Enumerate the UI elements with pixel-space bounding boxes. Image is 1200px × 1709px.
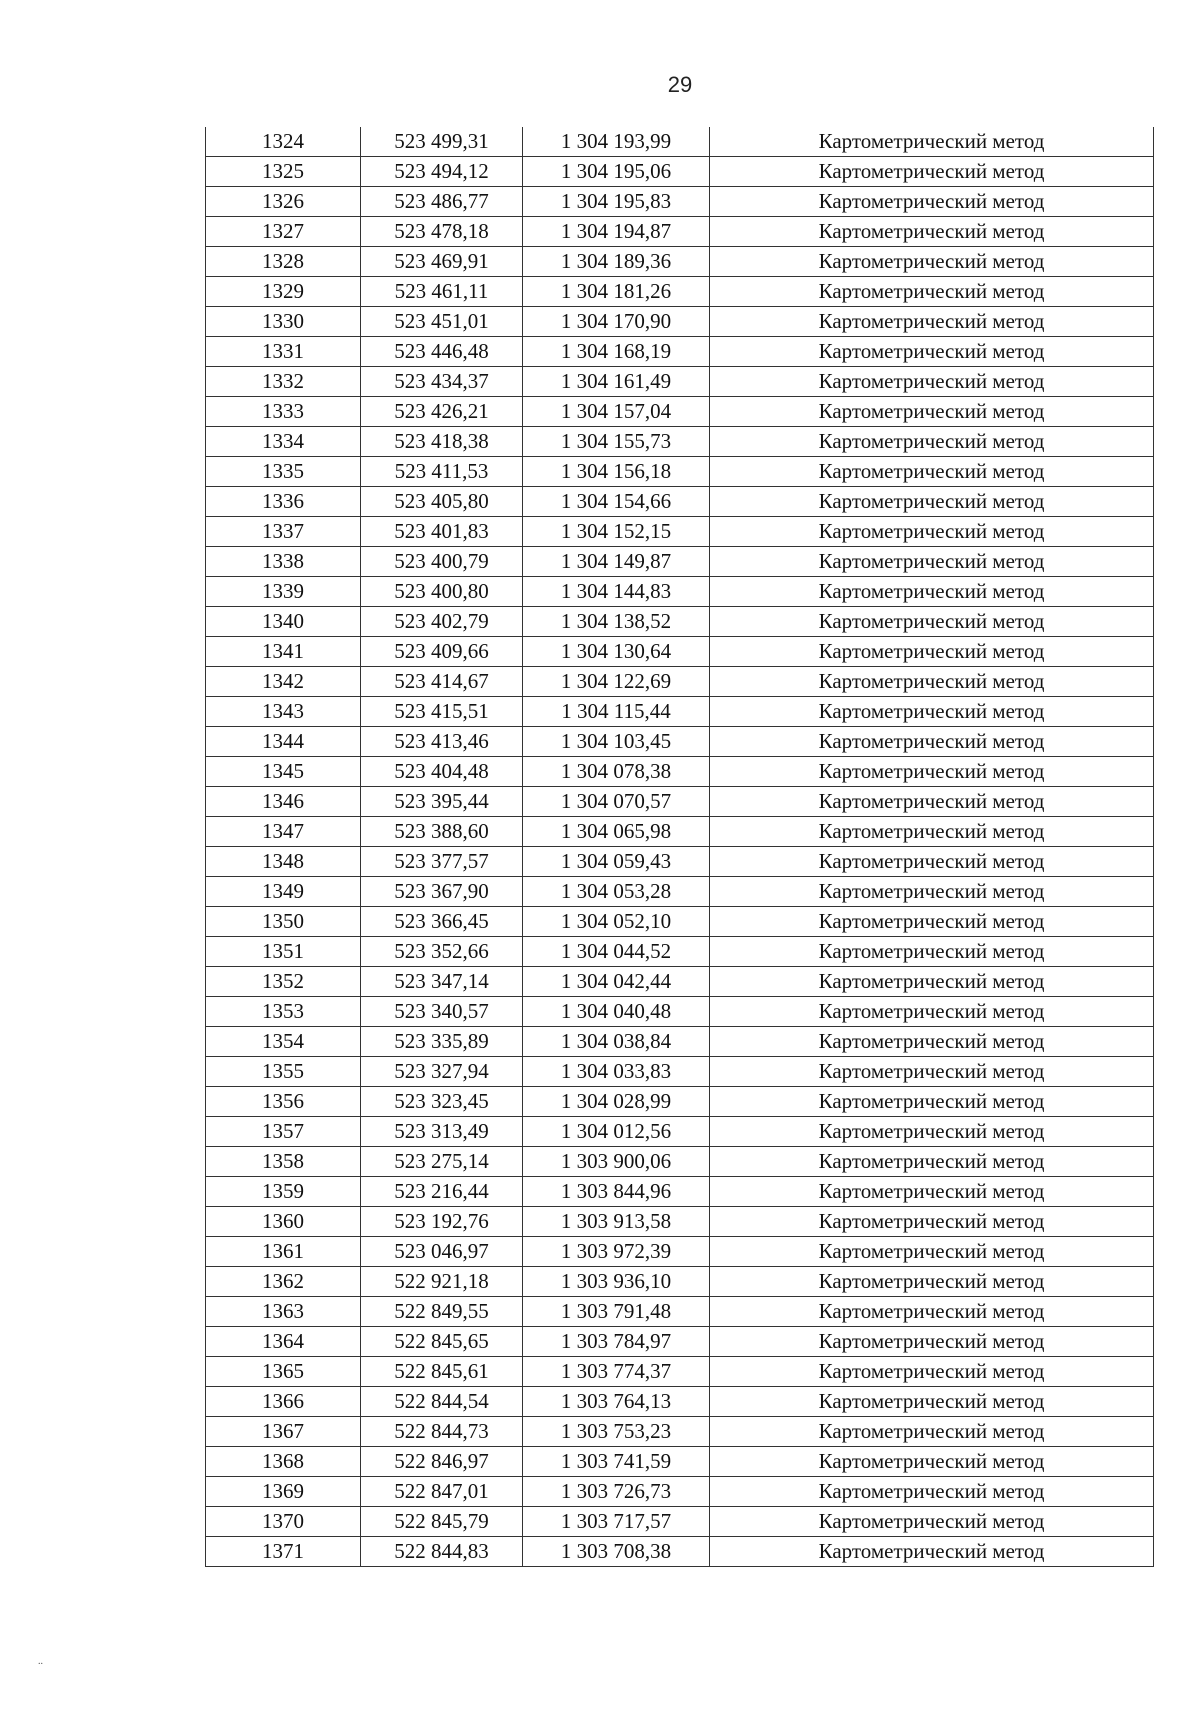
- method-cell: Картометрический метод: [710, 1237, 1154, 1267]
- coord-y-cell: 1 304 168,19: [523, 337, 710, 367]
- table-row: [206, 697, 1154, 727]
- coord-x-cell: 522 846,97: [361, 1447, 523, 1477]
- point-number-cell: 1353: [206, 997, 361, 1027]
- coord-x-cell: 523 434,37: [361, 367, 523, 397]
- point-number-cell: 1364: [206, 1327, 361, 1357]
- coord-x-cell: 522 847,01: [361, 1477, 523, 1507]
- table-row: [206, 1237, 1154, 1267]
- coord-y-cell: 1 303 936,10: [523, 1267, 710, 1297]
- coord-x-cell: 523 323,45: [361, 1087, 523, 1117]
- table-row: [206, 1297, 1154, 1327]
- coord-y-cell: 1 304 170,90: [523, 307, 710, 337]
- point-number-cell: 1338: [206, 547, 361, 577]
- table-row: [206, 667, 1154, 697]
- point-number-cell: 1339: [206, 577, 361, 607]
- table-row: [206, 547, 1154, 577]
- coord-x-cell: 522 845,61: [361, 1357, 523, 1387]
- coord-y-cell: 1 304 012,56: [523, 1117, 710, 1147]
- coord-y-cell: 1 304 161,49: [523, 367, 710, 397]
- table-row: [206, 1537, 1154, 1567]
- coord-y-cell: 1 304 052,10: [523, 907, 710, 937]
- coord-x-cell: 523 400,80: [361, 577, 523, 607]
- method-cell: Картометрический метод: [710, 127, 1154, 157]
- point-number-cell: 1329: [206, 277, 361, 307]
- method-cell: Картометрический метод: [710, 877, 1154, 907]
- method-cell: Картометрический метод: [710, 487, 1154, 517]
- method-cell: Картометрический метод: [710, 1417, 1154, 1447]
- method-cell: Картометрический метод: [710, 217, 1154, 247]
- coord-x-cell: 522 849,55: [361, 1297, 523, 1327]
- coord-y-cell: 1 303 972,39: [523, 1237, 710, 1267]
- point-number-cell: 1344: [206, 727, 361, 757]
- point-number-cell: 1355: [206, 1057, 361, 1087]
- coord-x-cell: 523 192,76: [361, 1207, 523, 1237]
- point-number-cell: 1363: [206, 1297, 361, 1327]
- coord-x-cell: 523 216,44: [361, 1177, 523, 1207]
- table-row: [206, 1117, 1154, 1147]
- method-cell: Картометрический метод: [710, 727, 1154, 757]
- coord-y-cell: 1 304 070,57: [523, 787, 710, 817]
- coord-y-cell: 1 304 038,84: [523, 1027, 710, 1057]
- coord-y-cell: 1 303 753,23: [523, 1417, 710, 1447]
- coord-x-cell: 523 418,38: [361, 427, 523, 457]
- method-cell: Картометрический метод: [710, 637, 1154, 667]
- table-row: [206, 607, 1154, 637]
- coordinates-table-body: [206, 127, 1154, 1567]
- coord-x-cell: 523 395,44: [361, 787, 523, 817]
- coord-y-cell: 1 304 195,83: [523, 187, 710, 217]
- table-row: [206, 1507, 1154, 1537]
- coord-y-cell: 1 304 157,04: [523, 397, 710, 427]
- table-row: [206, 157, 1154, 187]
- table-row: [206, 637, 1154, 667]
- table-row: [206, 457, 1154, 487]
- coord-y-cell: 1 303 913,58: [523, 1207, 710, 1237]
- table-row: [206, 427, 1154, 457]
- table-row: [206, 997, 1154, 1027]
- coord-y-cell: 1 304 065,98: [523, 817, 710, 847]
- coord-x-cell: 523 486,77: [361, 187, 523, 217]
- coord-x-cell: 523 388,60: [361, 817, 523, 847]
- table-row: [206, 1357, 1154, 1387]
- coord-y-cell: 1 304 130,64: [523, 637, 710, 667]
- point-number-cell: 1335: [206, 457, 361, 487]
- coord-x-cell: 522 845,65: [361, 1327, 523, 1357]
- coord-x-cell: 523 400,79: [361, 547, 523, 577]
- coord-y-cell: 1 304 189,36: [523, 247, 710, 277]
- point-number-cell: 1362: [206, 1267, 361, 1297]
- table-row: [206, 757, 1154, 787]
- table-row: [206, 727, 1154, 757]
- table-row: [206, 1387, 1154, 1417]
- table-row: [206, 127, 1154, 157]
- method-cell: Картометрический метод: [710, 1117, 1154, 1147]
- coord-y-cell: 1 303 791,48: [523, 1297, 710, 1327]
- coord-y-cell: 1 304 078,38: [523, 757, 710, 787]
- coord-x-cell: 523 046,97: [361, 1237, 523, 1267]
- coord-y-cell: 1 304 103,45: [523, 727, 710, 757]
- method-cell: Картометрический метод: [710, 247, 1154, 277]
- table-row: [206, 277, 1154, 307]
- method-cell: Картометрический метод: [710, 517, 1154, 547]
- point-number-cell: 1356: [206, 1087, 361, 1117]
- coord-y-cell: 1 304 053,28: [523, 877, 710, 907]
- table-row: [206, 787, 1154, 817]
- point-number-cell: 1325: [206, 157, 361, 187]
- coord-y-cell: 1 304 115,44: [523, 697, 710, 727]
- point-number-cell: 1366: [206, 1387, 361, 1417]
- coord-y-cell: 1 304 033,83: [523, 1057, 710, 1087]
- coord-y-cell: 1 304 193,99: [523, 127, 710, 157]
- point-number-cell: 1337: [206, 517, 361, 547]
- point-number-cell: 1359: [206, 1177, 361, 1207]
- method-cell: Картометрический метод: [710, 907, 1154, 937]
- table-row: [206, 967, 1154, 997]
- coord-x-cell: 522 921,18: [361, 1267, 523, 1297]
- table-row: [206, 1147, 1154, 1177]
- point-number-cell: 1328: [206, 247, 361, 277]
- coord-y-cell: 1 304 149,87: [523, 547, 710, 577]
- coord-x-cell: 523 347,14: [361, 967, 523, 997]
- coord-x-cell: 523 415,51: [361, 697, 523, 727]
- point-number-cell: 1351: [206, 937, 361, 967]
- point-number-cell: 1347: [206, 817, 361, 847]
- point-number-cell: 1360: [206, 1207, 361, 1237]
- coord-y-cell: 1 304 144,83: [523, 577, 710, 607]
- coord-x-cell: 523 478,18: [361, 217, 523, 247]
- method-cell: Картометрический метод: [710, 547, 1154, 577]
- coord-x-cell: 523 366,45: [361, 907, 523, 937]
- coord-x-cell: 523 340,57: [361, 997, 523, 1027]
- method-cell: Картометрический метод: [710, 1357, 1154, 1387]
- table-row: [206, 1207, 1154, 1237]
- method-cell: Картометрический метод: [710, 457, 1154, 487]
- table-row: [206, 1417, 1154, 1447]
- table-row: [206, 1477, 1154, 1507]
- point-number-cell: 1341: [206, 637, 361, 667]
- method-cell: Картометрический метод: [710, 277, 1154, 307]
- method-cell: Картометрический метод: [710, 1027, 1154, 1057]
- method-cell: Картометрический метод: [710, 1207, 1154, 1237]
- point-number-cell: 1324: [206, 127, 361, 157]
- table-row: [206, 1327, 1154, 1357]
- method-cell: Картометрический метод: [710, 337, 1154, 367]
- method-cell: Картометрический метод: [710, 697, 1154, 727]
- method-cell: Картометрический метод: [710, 1147, 1154, 1177]
- coord-y-cell: 1 304 028,99: [523, 1087, 710, 1117]
- coord-x-cell: 522 845,79: [361, 1507, 523, 1537]
- point-number-cell: 1348: [206, 847, 361, 877]
- coord-x-cell: 523 411,53: [361, 457, 523, 487]
- method-cell: Картометрический метод: [710, 757, 1154, 787]
- method-cell: Картометрический метод: [710, 967, 1154, 997]
- coord-y-cell: 1 303 708,38: [523, 1537, 710, 1567]
- coord-x-cell: 523 461,11: [361, 277, 523, 307]
- point-number-cell: 1354: [206, 1027, 361, 1057]
- point-number-cell: 1361: [206, 1237, 361, 1267]
- method-cell: Картометрический метод: [710, 1297, 1154, 1327]
- table-row: [206, 877, 1154, 907]
- table-row: [206, 1027, 1154, 1057]
- coord-y-cell: 1 304 059,43: [523, 847, 710, 877]
- method-cell: Картометрический метод: [710, 367, 1154, 397]
- method-cell: Картометрический метод: [710, 817, 1154, 847]
- coord-y-cell: 1 304 042,44: [523, 967, 710, 997]
- method-cell: Картометрический метод: [710, 307, 1154, 337]
- coord-y-cell: 1 303 784,97: [523, 1327, 710, 1357]
- coord-y-cell: 1 304 122,69: [523, 667, 710, 697]
- coord-y-cell: 1 304 155,73: [523, 427, 710, 457]
- method-cell: Картометрический метод: [710, 607, 1154, 637]
- point-number-cell: 1349: [206, 877, 361, 907]
- coord-x-cell: 523 409,66: [361, 637, 523, 667]
- coord-x-cell: 523 313,49: [361, 1117, 523, 1147]
- table-row: [206, 367, 1154, 397]
- method-cell: Картометрический метод: [710, 1447, 1154, 1477]
- coord-x-cell: 522 844,54: [361, 1387, 523, 1417]
- table-row: [206, 1087, 1154, 1117]
- coord-y-cell: 1 304 195,06: [523, 157, 710, 187]
- method-cell: Картометрический метод: [710, 1057, 1154, 1087]
- point-number-cell: 1326: [206, 187, 361, 217]
- coord-y-cell: 1 303 774,37: [523, 1357, 710, 1387]
- point-number-cell: 1342: [206, 667, 361, 697]
- coord-y-cell: 1 304 040,48: [523, 997, 710, 1027]
- point-number-cell: 1371: [206, 1537, 361, 1567]
- point-number-cell: 1365: [206, 1357, 361, 1387]
- point-number-cell: 1368: [206, 1447, 361, 1477]
- coord-x-cell: 523 426,21: [361, 397, 523, 427]
- method-cell: Картометрический метод: [710, 397, 1154, 427]
- method-cell: Картометрический метод: [710, 937, 1154, 967]
- point-number-cell: 1340: [206, 607, 361, 637]
- coord-x-cell: 523 404,48: [361, 757, 523, 787]
- method-cell: Картометрический метод: [710, 577, 1154, 607]
- coord-y-cell: 1 303 717,57: [523, 1507, 710, 1537]
- method-cell: Картометрический метод: [710, 1537, 1154, 1567]
- method-cell: Картометрический метод: [710, 1087, 1154, 1117]
- coord-x-cell: 523 327,94: [361, 1057, 523, 1087]
- coord-x-cell: 523 367,90: [361, 877, 523, 907]
- table-row: [206, 187, 1154, 217]
- table-row: [206, 577, 1154, 607]
- table-row: [206, 337, 1154, 367]
- coord-y-cell: 1 304 181,26: [523, 277, 710, 307]
- coord-y-cell: 1 304 152,15: [523, 517, 710, 547]
- coord-y-cell: 1 303 764,13: [523, 1387, 710, 1417]
- coord-x-cell: 522 844,83: [361, 1537, 523, 1567]
- coord-x-cell: 523 446,48: [361, 337, 523, 367]
- table-row: [206, 1057, 1154, 1087]
- coord-y-cell: 1 303 900,06: [523, 1147, 710, 1177]
- method-cell: Картометрический метод: [710, 847, 1154, 877]
- scan-mark: ..: [38, 1656, 43, 1667]
- method-cell: Картометрический метод: [710, 787, 1154, 817]
- coord-x-cell: 523 402,79: [361, 607, 523, 637]
- coord-y-cell: 1 304 156,18: [523, 457, 710, 487]
- table-row: [206, 307, 1154, 337]
- table-row: [206, 817, 1154, 847]
- table-row: [206, 247, 1154, 277]
- point-number-cell: 1343: [206, 697, 361, 727]
- coord-y-cell: 1 304 194,87: [523, 217, 710, 247]
- coord-y-cell: 1 304 138,52: [523, 607, 710, 637]
- coord-x-cell: 523 377,57: [361, 847, 523, 877]
- coord-x-cell: 523 401,83: [361, 517, 523, 547]
- coord-x-cell: 523 451,01: [361, 307, 523, 337]
- method-cell: Картометрический метод: [710, 157, 1154, 187]
- point-number-cell: 1358: [206, 1147, 361, 1177]
- point-number-cell: 1370: [206, 1507, 361, 1537]
- point-number-cell: 1327: [206, 217, 361, 247]
- coord-y-cell: 1 303 741,59: [523, 1447, 710, 1477]
- method-cell: Картометрический метод: [710, 1477, 1154, 1507]
- coord-x-cell: 523 494,12: [361, 157, 523, 187]
- coord-x-cell: 523 499,31: [361, 127, 523, 157]
- coord-x-cell: 523 413,46: [361, 727, 523, 757]
- method-cell: Картометрический метод: [710, 1177, 1154, 1207]
- point-number-cell: 1367: [206, 1417, 361, 1447]
- table-row: [206, 1177, 1154, 1207]
- coord-x-cell: 523 405,80: [361, 487, 523, 517]
- method-cell: Картометрический метод: [710, 187, 1154, 217]
- point-number-cell: 1345: [206, 757, 361, 787]
- coord-x-cell: 523 469,91: [361, 247, 523, 277]
- point-number-cell: 1331: [206, 337, 361, 367]
- method-cell: Картометрический метод: [710, 1267, 1154, 1297]
- table-row: [206, 1267, 1154, 1297]
- point-number-cell: 1336: [206, 487, 361, 517]
- method-cell: Картометрический метод: [710, 667, 1154, 697]
- point-number-cell: 1369: [206, 1477, 361, 1507]
- coord-x-cell: 523 335,89: [361, 1027, 523, 1057]
- coord-x-cell: 523 275,14: [361, 1147, 523, 1177]
- point-number-cell: 1352: [206, 967, 361, 997]
- point-number-cell: 1334: [206, 427, 361, 457]
- coordinates-table: [205, 127, 1154, 1567]
- method-cell: Картометрический метод: [710, 427, 1154, 457]
- coord-y-cell: 1 303 726,73: [523, 1477, 710, 1507]
- method-cell: Картометрический метод: [710, 1387, 1154, 1417]
- table-row: [206, 517, 1154, 547]
- coord-y-cell: 1 303 844,96: [523, 1177, 710, 1207]
- coord-x-cell: 523 414,67: [361, 667, 523, 697]
- method-cell: Картометрический метод: [710, 1507, 1154, 1537]
- method-cell: Картометрический метод: [710, 997, 1154, 1027]
- table-row: [206, 487, 1154, 517]
- table-row: [206, 397, 1154, 427]
- point-number-cell: 1332: [206, 367, 361, 397]
- method-cell: Картометрический метод: [710, 1327, 1154, 1357]
- table-row: [206, 847, 1154, 877]
- coord-y-cell: 1 304 044,52: [523, 937, 710, 967]
- point-number-cell: 1330: [206, 307, 361, 337]
- point-number-cell: 1346: [206, 787, 361, 817]
- page-number: 29: [667, 72, 693, 97]
- table-row: [206, 1447, 1154, 1477]
- table-row: [206, 907, 1154, 937]
- coord-x-cell: 523 352,66: [361, 937, 523, 967]
- table-row: [206, 217, 1154, 247]
- coord-y-cell: 1 304 154,66: [523, 487, 710, 517]
- table-row: [206, 937, 1154, 967]
- coord-x-cell: 522 844,73: [361, 1417, 523, 1447]
- point-number-cell: 1357: [206, 1117, 361, 1147]
- point-number-cell: 1350: [206, 907, 361, 937]
- point-number-cell: 1333: [206, 397, 361, 427]
